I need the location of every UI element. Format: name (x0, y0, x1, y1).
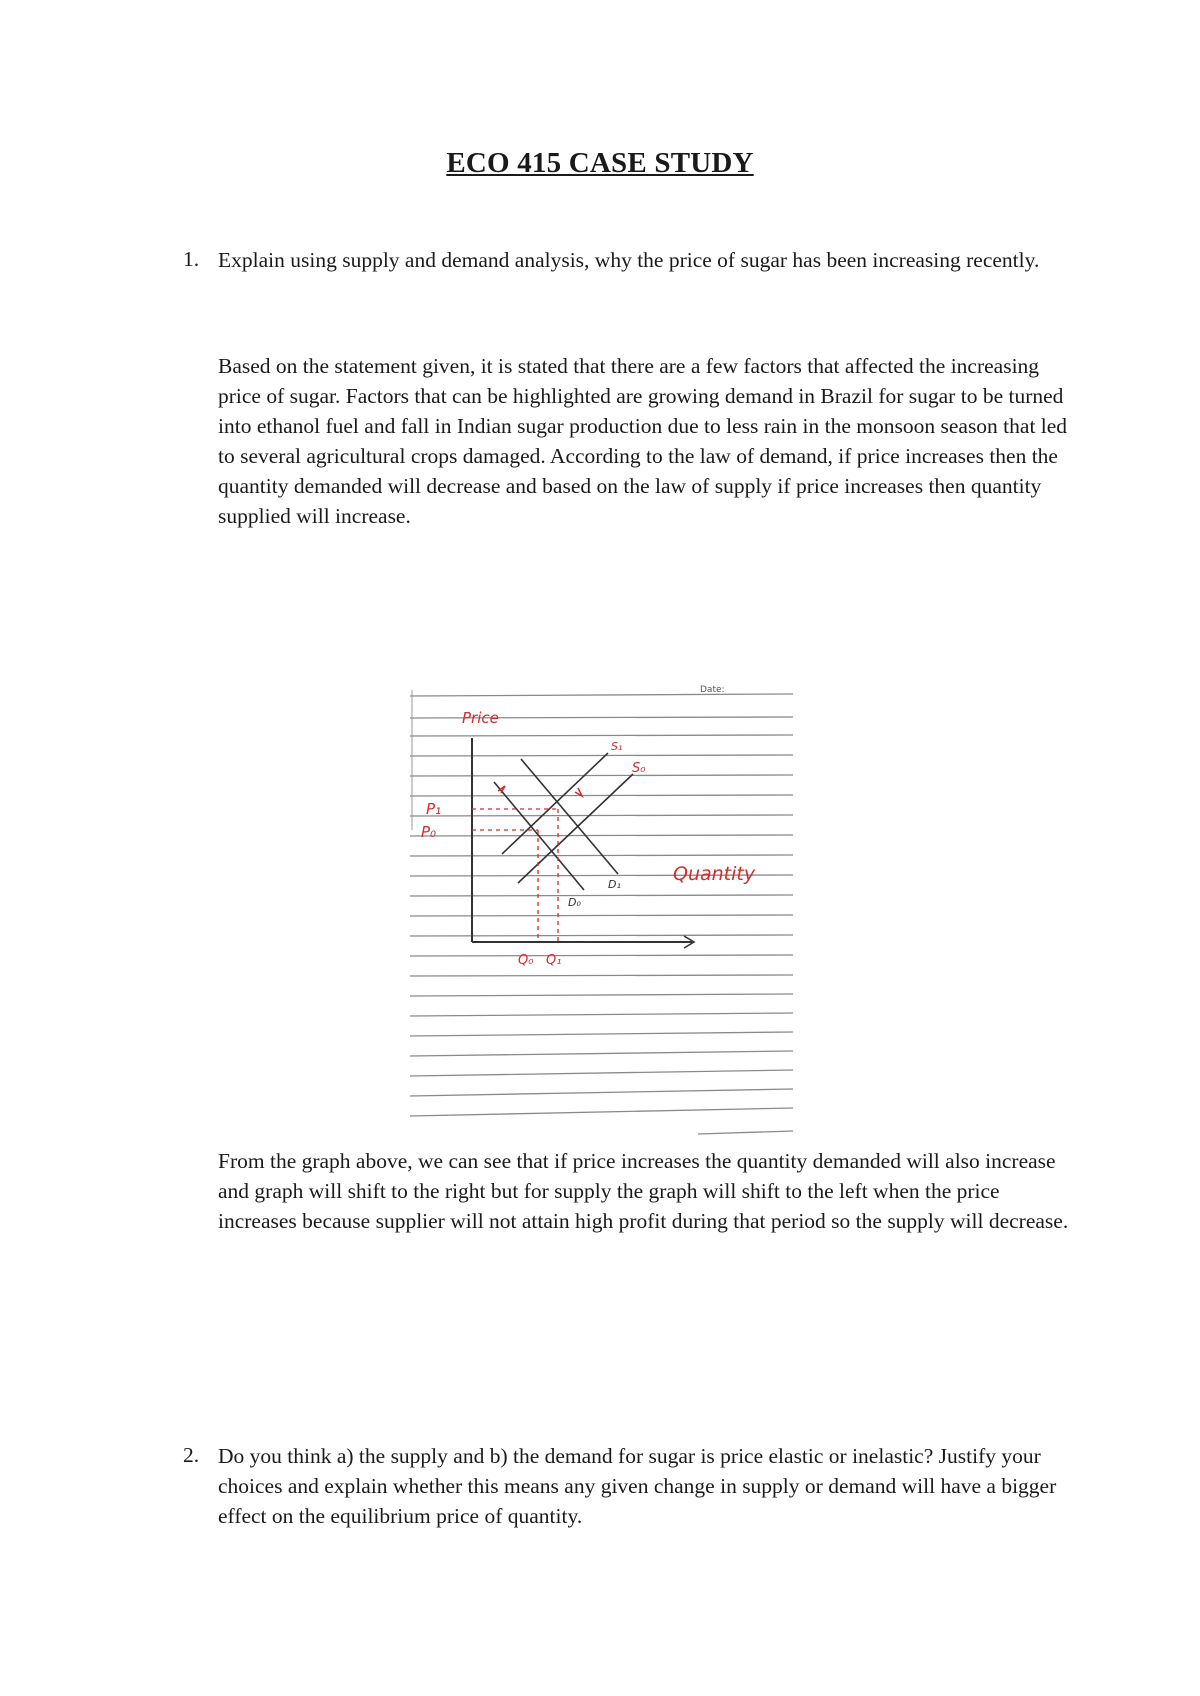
question-2-text: Do you think a) the supply and b) the demand for sugar is price elastic or inelastic? Justify your choices and explain whether this means any given change in supply or demand will have a bigger effect on the equilibrium price of quantity. (218, 1444, 1057, 1528)
question-1-answer: Based on the statement given, it is stated that there are a few factors that affected the increasing price of sugar. Factors that can be highlighted are growing demand in Brazil for sugar to be turned into ethanol fuel and fall in Indian sugar production due to less rain in the monsoon season that led to several agricultural crops damaged. According to the law of demand, if price increases then the quantity demanded will decrease and based on the law of supply if price increases then quantity supplied will increase. (218, 354, 1068, 528)
question-2-number: 2. (183, 1443, 200, 1467)
demand-d0-label: D₀ (568, 896, 581, 909)
supply-s1-label: S₁ (611, 740, 623, 753)
quantity-q0-label: Q₀ (518, 953, 534, 968)
x-axis-label: Quantity (673, 863, 756, 885)
supply-curves (502, 753, 633, 883)
supply-curve-s0 (518, 774, 633, 883)
shift-arrows (498, 786, 582, 796)
supply-demand-sketch (408, 680, 798, 1140)
axes (472, 738, 694, 948)
y-axis-label: Price (462, 709, 499, 727)
demand-curve-d1 (521, 759, 618, 874)
supply-curve-s1 (502, 753, 608, 854)
quantity-q1-label: Q₁ (546, 953, 562, 968)
supply-s0-label: S₀ (632, 761, 646, 776)
graph-explanation: From the graph above, we can see that if price increases the quantity demanded will also increase and graph will shift to the right but for supply the graph will shift to the left when the price increases because supplier will not attain high profit during that period so the supply will decrease. (218, 1149, 1069, 1233)
demand-curves (494, 759, 618, 890)
document-title: ECO 415 CASE STUDY (446, 147, 754, 179)
question-1-text: Explain using supply and demand analysis, why the price of sugar has been increasing recently. (218, 248, 1040, 272)
price-p1-label: P₁ (426, 800, 442, 818)
demand-d1-label: D₁ (608, 878, 621, 891)
date-label: Date: (700, 685, 725, 695)
price-p0-label: P₀ (421, 823, 437, 841)
question-1-number: 1. (183, 247, 200, 271)
